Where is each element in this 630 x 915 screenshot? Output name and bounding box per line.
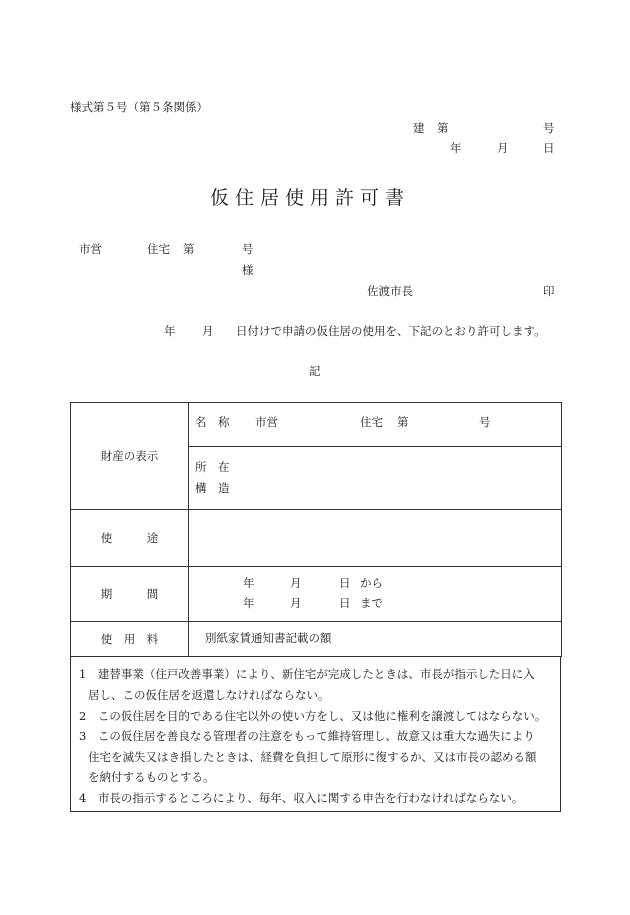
- note-3-line-3: を納付するものとする。: [88, 770, 215, 784]
- note-4-line-1: 4 市長の指示するところにより、毎年、収入に関する申告を行わなければならない。: [79, 791, 524, 805]
- intro-text: 日付けで申請の仮住居の使用を、下記のとおり許可します。: [236, 324, 546, 338]
- from-tsuki: 月: [290, 576, 302, 590]
- meisho-label: 名 称: [195, 415, 230, 429]
- note-1-line-1: 1 建替事業（住戸改善事業）により、新住宅が完成したときは、市長が指示した日に入: [79, 667, 535, 681]
- property-table: [70, 402, 562, 657]
- inner-divider: [188, 446, 561, 447]
- issuer-name: 佐渡市長: [367, 284, 413, 298]
- intro-nen: 年: [164, 324, 176, 338]
- addressee-sama: 様: [242, 263, 254, 277]
- from-suffix: から: [360, 576, 383, 590]
- conditions-box: [70, 656, 561, 812]
- header-tsuki: 月: [497, 141, 509, 155]
- kikan-label-cell: [71, 567, 189, 622]
- header-dai: 第: [437, 121, 449, 135]
- shozai-label: 所 在: [195, 460, 230, 474]
- intro-tsuki: 月: [202, 324, 214, 338]
- header-hi: 日: [543, 141, 555, 155]
- kozo-label: 構 造: [195, 481, 230, 495]
- note-2-line-1: 2 この仮住居を目的である住宅以外の使い方をし、又は他に権利を譲渡してはならない。: [79, 709, 547, 723]
- fee-value: 別紙家賃通知書記載の額: [205, 631, 332, 645]
- meisho-jutaku: 住宅: [360, 415, 383, 429]
- note-1-line-2: 居し、この仮住居を返還しなければならない。: [88, 688, 330, 702]
- yoto-label: 使 途: [100, 531, 159, 545]
- addressee-jutaku: 住宅: [147, 242, 170, 256]
- addressee-go: 号: [242, 242, 254, 256]
- header-ken: 建: [413, 121, 425, 135]
- note-3-line-2: 住宅を滅失又はき損したときは、経費を負担して原形に復するか、又は市長の認める額: [88, 750, 537, 764]
- header-nen: 年: [450, 141, 462, 155]
- property-label: 財産の表示: [100, 449, 159, 463]
- yoto-value-cell: [189, 510, 562, 567]
- note-3-line-1: 3 この仮住居を善良なる管理者の注意をもって維持管理し、故意又は重大な過失により: [79, 729, 535, 743]
- meisho-shiei: 市営: [255, 415, 278, 429]
- kikan-value-cell: [189, 567, 562, 622]
- document-title: 仮住居使用許可書: [210, 187, 411, 209]
- meisho-go: 号: [479, 415, 491, 429]
- to-nen: 年: [243, 596, 255, 610]
- fee-label-cell: [71, 622, 189, 657]
- property-label-cell: [71, 403, 189, 510]
- form-number: 様式第５号（第５条関係）: [70, 100, 208, 114]
- ki-label: 記: [309, 364, 321, 378]
- kikan-label: 期 間: [100, 587, 159, 601]
- to-tsuki: 月: [290, 596, 302, 610]
- to-hi: 日: [339, 596, 351, 610]
- issuer-seal: 印: [543, 284, 555, 298]
- addressee-dai: 第: [183, 242, 195, 256]
- fee-label: 使 用 料: [100, 632, 159, 646]
- to-suffix: まで: [360, 596, 383, 610]
- addressee-shiei: 市営: [79, 242, 102, 256]
- from-nen: 年: [243, 576, 255, 590]
- header-go: 号: [543, 121, 555, 135]
- fee-value-cell: [189, 622, 562, 657]
- yoto-label-cell: [71, 510, 189, 567]
- meisho-dai: 第: [397, 415, 409, 429]
- from-hi: 日: [339, 576, 351, 590]
- property-detail-cell: [189, 403, 562, 510]
